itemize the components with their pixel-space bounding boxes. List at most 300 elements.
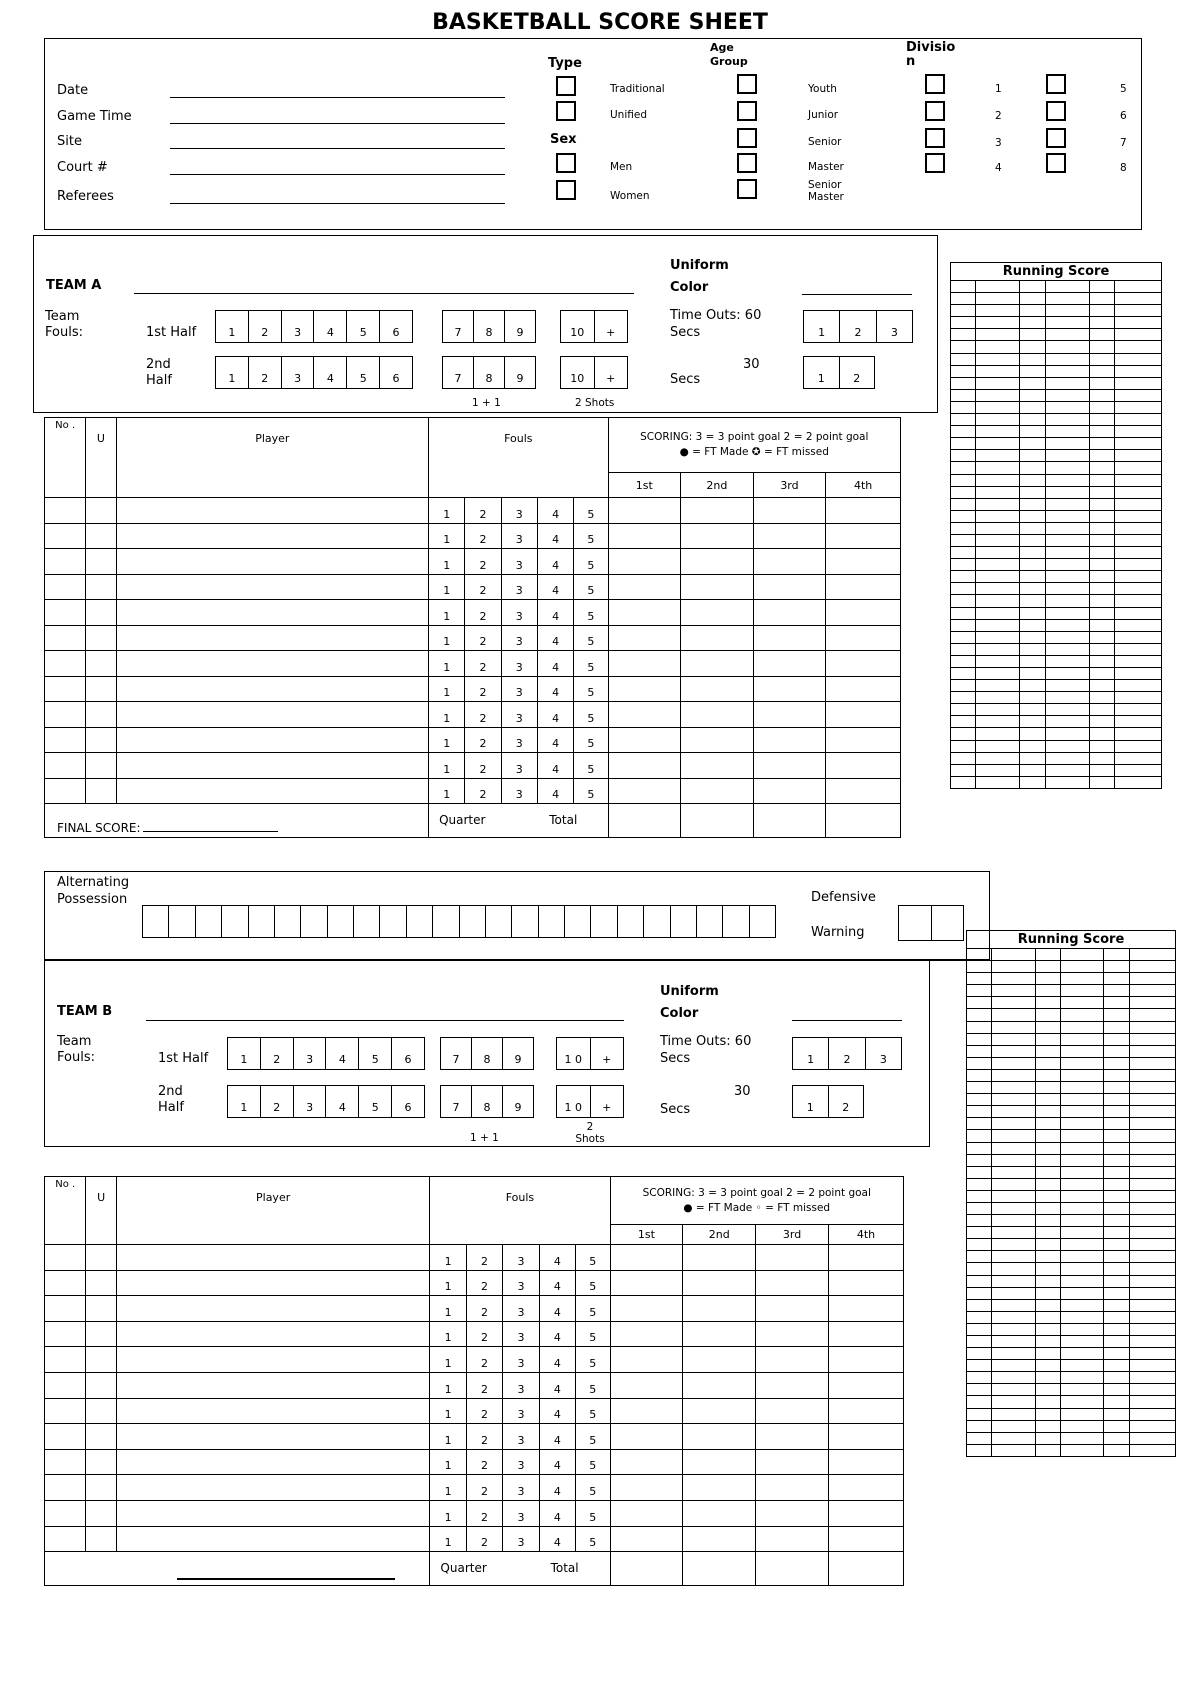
running-score-b-cell[interactable] xyxy=(992,973,1035,985)
possession-cell[interactable] xyxy=(433,906,459,937)
running-score-b-cell[interactable] xyxy=(992,1154,1035,1166)
running-score-b-cell[interactable] xyxy=(1129,1227,1175,1239)
team-a-quarter-score-cell[interactable] xyxy=(826,498,901,524)
running-score-b-cell[interactable] xyxy=(1060,1263,1103,1275)
running-score-b-cell[interactable] xyxy=(1060,1094,1103,1106)
running-score-b-cell[interactable] xyxy=(992,1336,1035,1348)
running-score-a-cell[interactable] xyxy=(1045,728,1089,740)
team-b-foul-cell[interactable]: 3 xyxy=(503,1424,539,1450)
team-b-first-half-fouls-10-plus-cell[interactable]: 1 0 xyxy=(557,1037,591,1069)
team-b-quarter-score-cell[interactable] xyxy=(683,1500,756,1526)
team-a-quarter-score-cell[interactable] xyxy=(608,574,681,600)
running-score-a-cell[interactable] xyxy=(1020,389,1045,401)
running-score-b-cell[interactable] xyxy=(1129,1311,1175,1323)
running-score-b-cell[interactable] xyxy=(1060,1057,1103,1069)
age-youth-checkbox[interactable] xyxy=(737,74,757,94)
running-score-a-cell[interactable] xyxy=(1020,450,1045,462)
running-score-a-cell[interactable] xyxy=(976,559,1020,571)
team-b-foul-cell[interactable]: 3 xyxy=(503,1449,539,1475)
team-b-uniform-cell[interactable] xyxy=(86,1245,116,1271)
running-score-a-cell[interactable] xyxy=(1115,692,1162,704)
type-unified-checkbox[interactable] xyxy=(556,101,576,121)
running-score-a-cell[interactable] xyxy=(976,462,1020,474)
running-score-a-cell[interactable] xyxy=(1020,764,1045,776)
team-a-quarter-total-cell[interactable] xyxy=(826,804,901,838)
running-score-b-cell[interactable] xyxy=(1129,1069,1175,1081)
team-b-first-half-fouls-7-9-cell[interactable]: 8 xyxy=(472,1037,503,1069)
running-score-b-cell[interactable] xyxy=(1129,1094,1175,1106)
running-score-b-cell[interactable] xyxy=(1129,1082,1175,1094)
team-b-foul-cell[interactable]: 3 xyxy=(503,1245,539,1271)
running-score-b-cell[interactable] xyxy=(967,1202,992,1214)
running-score-b-cell[interactable] xyxy=(1060,1190,1103,1202)
running-score-b-cell[interactable] xyxy=(967,997,992,1009)
team-b-player-number-cell[interactable] xyxy=(45,1449,86,1475)
running-score-a-cell[interactable] xyxy=(976,680,1020,692)
running-score-a-cell[interactable] xyxy=(1020,583,1045,595)
running-score-a-cell[interactable] xyxy=(1115,740,1162,752)
running-score-b-cell[interactable] xyxy=(1129,1360,1175,1372)
team-b-foul-cell[interactable]: 4 xyxy=(539,1526,575,1552)
team-b-foul-cell[interactable]: 2 xyxy=(466,1398,502,1424)
running-score-b-cell[interactable] xyxy=(1129,1106,1175,1118)
possession-cell[interactable] xyxy=(591,906,617,937)
running-score-a-cell[interactable] xyxy=(1045,414,1089,426)
team-b-uniform-cell[interactable] xyxy=(86,1424,116,1450)
team-a-final-score-line[interactable] xyxy=(143,821,278,832)
running-score-a-cell[interactable] xyxy=(976,281,1020,293)
team-b-quarter-score-cell[interactable] xyxy=(756,1372,829,1398)
running-score-b-cell[interactable] xyxy=(1104,1372,1129,1384)
running-score-a-cell[interactable] xyxy=(1045,704,1089,716)
team-b-second-half-fouls-1-6-cell[interactable]: 3 xyxy=(294,1085,327,1117)
running-score-b-cell[interactable] xyxy=(992,1372,1035,1384)
running-score-a-cell[interactable] xyxy=(951,643,976,655)
running-score-a-cell[interactable] xyxy=(951,752,976,764)
running-score-b-cell[interactable] xyxy=(992,1396,1035,1408)
running-score-b-cell[interactable] xyxy=(1035,1045,1060,1057)
team-a-uniform-line[interactable] xyxy=(802,294,912,295)
team-b-uniform-cell[interactable] xyxy=(86,1372,116,1398)
team-a-quarter-score-cell[interactable] xyxy=(681,651,754,677)
possession-cell[interactable] xyxy=(196,906,222,937)
running-score-a-cell[interactable] xyxy=(1089,377,1114,389)
running-score-a-cell[interactable] xyxy=(976,438,1020,450)
team-a-second-half-fouls-7-9-cell[interactable]: 8 xyxy=(474,356,505,388)
team-b-quarter-score-cell[interactable] xyxy=(828,1347,903,1373)
running-score-b-cell[interactable] xyxy=(1060,1082,1103,1094)
running-score-a-cell[interactable] xyxy=(976,692,1020,704)
running-score-b-cell[interactable] xyxy=(992,1408,1035,1420)
team-a-foul-cell[interactable]: 4 xyxy=(537,676,573,702)
team-a-foul-cell[interactable]: 5 xyxy=(574,753,608,779)
team-b-quarter-score-cell[interactable] xyxy=(828,1398,903,1424)
team-b-second-half-fouls-10-plus-cell[interactable]: 1 0 xyxy=(557,1085,591,1117)
running-score-a-cell[interactable] xyxy=(1115,668,1162,680)
running-score-b-cell[interactable] xyxy=(1104,1287,1129,1299)
running-score-b-cell[interactable] xyxy=(967,1118,992,1130)
running-score-a-cell[interactable] xyxy=(1020,740,1045,752)
running-score-b-cell[interactable] xyxy=(992,1142,1035,1154)
running-score-b-cell[interactable] xyxy=(967,1178,992,1190)
team-b-quarter-score-cell[interactable] xyxy=(610,1475,683,1501)
running-score-a-cell[interactable] xyxy=(1045,547,1089,559)
running-score-b-cell[interactable] xyxy=(1129,1166,1175,1178)
running-score-b-cell[interactable] xyxy=(1035,1396,1060,1408)
running-score-b-cell[interactable] xyxy=(992,1178,1035,1190)
team-b-foul-cell[interactable]: 4 xyxy=(539,1372,575,1398)
team-b-player-number-cell[interactable] xyxy=(45,1296,86,1322)
running-score-b-cell[interactable] xyxy=(992,1021,1035,1033)
running-score-b-cell[interactable] xyxy=(1060,1323,1103,1335)
team-b-second-half-fouls-10-plus[interactable] xyxy=(556,1085,624,1118)
field-date-line[interactable] xyxy=(170,97,505,98)
team-a-foul-cell[interactable]: 2 xyxy=(465,778,501,804)
running-score-a-cell[interactable] xyxy=(1020,377,1045,389)
division-2-checkbox[interactable] xyxy=(925,101,945,121)
running-score-a-cell[interactable] xyxy=(1045,534,1089,546)
team-b-foul-cell[interactable]: 3 xyxy=(503,1347,539,1373)
running-score-b-cell[interactable] xyxy=(992,985,1035,997)
running-score-b-cell[interactable] xyxy=(1035,1166,1060,1178)
team-a-quarter-score-cell[interactable] xyxy=(753,727,826,753)
running-score-b-cell[interactable] xyxy=(967,1239,992,1251)
running-score-b-cell[interactable] xyxy=(1035,1408,1060,1420)
running-score-b-cell[interactable] xyxy=(1060,1360,1103,1372)
running-score-a-cell[interactable] xyxy=(976,619,1020,631)
team-b-quarter-score-cell[interactable] xyxy=(828,1449,903,1475)
running-score-a-cell[interactable] xyxy=(1020,619,1045,631)
team-b-timeouts-60-cell[interactable]: 2 xyxy=(829,1037,865,1069)
running-score-a-cell[interactable] xyxy=(951,668,976,680)
team-a-foul-cell[interactable]: 2 xyxy=(465,702,501,728)
team-a-uniform-cell[interactable] xyxy=(86,498,116,524)
running-score-b-cell[interactable] xyxy=(1060,1106,1103,1118)
running-score-a-cell[interactable] xyxy=(976,752,1020,764)
running-score-b-cell[interactable] xyxy=(992,1360,1035,1372)
team-a-player-name-cell[interactable] xyxy=(116,651,429,677)
running-score-b-cell[interactable] xyxy=(1104,1215,1129,1227)
running-score-a-cell[interactable] xyxy=(976,474,1020,486)
defensive-warning-boxes[interactable] xyxy=(898,905,964,941)
running-score-a-cell[interactable] xyxy=(951,377,976,389)
team-b-quarter-score-cell[interactable] xyxy=(828,1296,903,1322)
team-a-quarter-score-cell[interactable] xyxy=(826,549,901,575)
running-score-b-cell[interactable] xyxy=(1129,1432,1175,1444)
running-score-b-cell[interactable] xyxy=(1060,1384,1103,1396)
running-score-a-cell[interactable] xyxy=(1045,571,1089,583)
running-score-a-cell[interactable] xyxy=(1045,462,1089,474)
running-score-b-cell[interactable] xyxy=(1035,1348,1060,1360)
running-score-a-cell[interactable] xyxy=(1045,498,1089,510)
running-score-b-cell[interactable] xyxy=(1104,1408,1129,1420)
team-a-second-half-fouls-1-6-cell[interactable]: 6 xyxy=(380,356,412,388)
team-b-uniform-cell[interactable] xyxy=(86,1270,116,1296)
possession-cell[interactable] xyxy=(539,906,565,937)
running-score-b-cell[interactable] xyxy=(1060,1142,1103,1154)
running-score-b-cell[interactable] xyxy=(967,1384,992,1396)
team-b-quarter-score-cell[interactable] xyxy=(828,1526,903,1552)
team-b-player-number-cell[interactable] xyxy=(45,1321,86,1347)
running-score-a-cell[interactable] xyxy=(976,510,1020,522)
running-score-b-cell[interactable] xyxy=(992,1166,1035,1178)
running-score-b-cell[interactable] xyxy=(1060,1336,1103,1348)
team-b-foul-cell[interactable]: 2 xyxy=(466,1321,502,1347)
running-score-a-cell[interactable] xyxy=(1045,764,1089,776)
running-score-b-cell[interactable] xyxy=(1060,1275,1103,1287)
running-score-b-cell[interactable] xyxy=(1104,1432,1129,1444)
running-score-a-cell[interactable] xyxy=(951,462,976,474)
running-score-b-cell[interactable] xyxy=(992,1311,1035,1323)
team-b-first-half-fouls-10-plus[interactable] xyxy=(556,1037,624,1070)
running-score-b-cell[interactable] xyxy=(967,1432,992,1444)
running-score-a-cell[interactable] xyxy=(951,776,976,788)
running-score-b-cell[interactable] xyxy=(1129,1263,1175,1275)
team-a-second-half-fouls-1-6[interactable] xyxy=(215,356,413,389)
team-a-uniform-cell[interactable] xyxy=(86,549,116,575)
running-score-b-cell[interactable] xyxy=(1035,1202,1060,1214)
team-b-quarter-score-cell[interactable] xyxy=(828,1321,903,1347)
team-a-player-number-cell[interactable] xyxy=(45,625,86,651)
running-score-a-cell[interactable] xyxy=(1115,377,1162,389)
possession-cell[interactable] xyxy=(143,906,169,937)
team-b-foul-cell[interactable]: 4 xyxy=(539,1500,575,1526)
running-score-a-cell[interactable] xyxy=(1089,559,1114,571)
team-a-quarter-score-cell[interactable] xyxy=(608,523,681,549)
running-score-b-cell[interactable] xyxy=(1035,1420,1060,1432)
running-score-a-cell[interactable] xyxy=(976,426,1020,438)
team-b-foul-cell[interactable]: 5 xyxy=(576,1245,610,1271)
team-a-foul-cell[interactable]: 5 xyxy=(574,727,608,753)
running-score-b-cell[interactable] xyxy=(1104,1033,1129,1045)
running-score-a-cell[interactable] xyxy=(1020,510,1045,522)
running-score-b-cell[interactable] xyxy=(1129,973,1175,985)
team-b-player-name-cell[interactable] xyxy=(116,1296,430,1322)
running-score-a-cell[interactable] xyxy=(1115,438,1162,450)
running-score-b-cell[interactable] xyxy=(1129,1202,1175,1214)
running-score-b-cell[interactable] xyxy=(967,961,992,973)
running-score-a-cell[interactable] xyxy=(1089,740,1114,752)
division-8-checkbox[interactable] xyxy=(1046,153,1066,173)
team-b-quarter-score-cell[interactable] xyxy=(610,1398,683,1424)
running-score-a-cell[interactable] xyxy=(1089,668,1114,680)
running-score-a-cell[interactable] xyxy=(976,401,1020,413)
running-score-b-cell[interactable] xyxy=(1104,1130,1129,1142)
team-a-foul-cell[interactable]: 2 xyxy=(465,753,501,779)
running-score-b-cell[interactable] xyxy=(1129,949,1175,961)
running-score-b-cell[interactable] xyxy=(1060,1396,1103,1408)
team-a-foul-cell[interactable]: 2 xyxy=(465,549,501,575)
team-a-foul-cell[interactable]: 3 xyxy=(501,549,537,575)
running-score-b-cell[interactable] xyxy=(1104,1420,1129,1432)
running-score-a-cell[interactable] xyxy=(951,389,976,401)
team-a-player-number-cell[interactable] xyxy=(45,498,86,524)
running-score-b-cell[interactable] xyxy=(992,1227,1035,1239)
running-score-a-cell[interactable] xyxy=(951,740,976,752)
team-b-quarter-score-cell[interactable] xyxy=(756,1398,829,1424)
running-score-a-cell[interactable] xyxy=(951,317,976,329)
team-a-quarter-score-cell[interactable] xyxy=(753,549,826,575)
team-a-foul-cell[interactable]: 4 xyxy=(537,702,573,728)
running-score-a-cell[interactable] xyxy=(951,728,976,740)
running-score-b-cell[interactable] xyxy=(992,1057,1035,1069)
team-a-second-half-fouls-7-9-cell[interactable]: 9 xyxy=(505,356,535,388)
running-score-a-cell[interactable] xyxy=(1089,438,1114,450)
team-b-player-name-cell[interactable] xyxy=(116,1347,430,1373)
team-b-quarter-score-cell[interactable] xyxy=(828,1424,903,1450)
running-score-b-cell[interactable] xyxy=(1129,1190,1175,1202)
team-b-quarter-score-cell[interactable] xyxy=(683,1424,756,1450)
running-score-b-cell[interactable] xyxy=(992,1384,1035,1396)
running-score-a-cell[interactable] xyxy=(951,619,976,631)
running-score-a-cell[interactable] xyxy=(1115,752,1162,764)
team-b-first-half-fouls-7-9[interactable] xyxy=(440,1037,534,1070)
team-b-quarter-score-cell[interactable] xyxy=(610,1449,683,1475)
team-b-foul-cell[interactable]: 2 xyxy=(466,1347,502,1373)
age-senior-master-checkbox[interactable] xyxy=(737,179,757,199)
team-a-timeouts-60-cell[interactable]: 1 xyxy=(804,310,840,342)
running-score-a-cell[interactable] xyxy=(951,607,976,619)
team-a-foul-cell[interactable]: 4 xyxy=(537,625,573,651)
running-score-a-cell[interactable] xyxy=(1045,716,1089,728)
running-score-b-cell[interactable] xyxy=(1104,1154,1129,1166)
team-b-foul-cell[interactable]: 1 xyxy=(430,1398,466,1424)
running-score-b-cell[interactable] xyxy=(1060,1299,1103,1311)
division-5-checkbox[interactable] xyxy=(1046,74,1066,94)
team-b-foul-cell[interactable]: 2 xyxy=(466,1372,502,1398)
team-a-quarter-score-cell[interactable] xyxy=(753,625,826,651)
running-score-b-cell[interactable] xyxy=(1129,1130,1175,1142)
running-score-a-cell[interactable] xyxy=(1115,462,1162,474)
running-score-a-cell[interactable] xyxy=(1045,510,1089,522)
running-score-a-cell[interactable] xyxy=(1020,365,1045,377)
running-score-a-cell[interactable] xyxy=(1089,643,1114,655)
running-score-b-cell[interactable] xyxy=(1104,1227,1129,1239)
team-a-quarter-score-cell[interactable] xyxy=(826,574,901,600)
team-a-quarter-score-cell[interactable] xyxy=(826,778,901,804)
running-score-a-cell[interactable] xyxy=(1045,643,1089,655)
running-score-a-cell[interactable] xyxy=(951,498,976,510)
team-b-foul-cell[interactable]: 1 xyxy=(430,1372,466,1398)
team-b-quarter-score-cell[interactable] xyxy=(683,1296,756,1322)
running-score-a-cell[interactable] xyxy=(951,571,976,583)
running-score-b-cell[interactable] xyxy=(1129,1021,1175,1033)
team-b-foul-cell[interactable]: 1 xyxy=(430,1424,466,1450)
running-score-b-cell[interactable] xyxy=(1129,1408,1175,1420)
team-b-player-number-cell[interactable] xyxy=(45,1500,86,1526)
running-score-a-cell[interactable] xyxy=(1115,704,1162,716)
running-score-a-cell[interactable] xyxy=(976,571,1020,583)
running-score-a-cell[interactable] xyxy=(976,522,1020,534)
team-b-uniform-cell[interactable] xyxy=(86,1526,116,1552)
team-b-foul-cell[interactable]: 4 xyxy=(539,1296,575,1322)
team-b-foul-cell[interactable]: 1 xyxy=(430,1526,466,1552)
team-a-player-name-cell[interactable] xyxy=(116,753,429,779)
team-a-player-number-cell[interactable] xyxy=(45,676,86,702)
running-score-a-cell[interactable] xyxy=(1089,426,1114,438)
running-score-b-cell[interactable] xyxy=(1104,1142,1129,1154)
running-score-b-cell[interactable] xyxy=(1035,973,1060,985)
possession-cell[interactable] xyxy=(222,906,248,937)
team-b-foul-cell[interactable]: 2 xyxy=(466,1449,502,1475)
possession-cell[interactable] xyxy=(169,906,195,937)
team-a-player-name-cell[interactable] xyxy=(116,778,429,804)
running-score-a-cell[interactable] xyxy=(1089,571,1114,583)
team-b-player-number-cell[interactable] xyxy=(45,1270,86,1296)
running-score-a-cell[interactable] xyxy=(1045,740,1089,752)
team-b-second-half-fouls-1-6-cell[interactable]: 4 xyxy=(326,1085,359,1117)
possession-cell[interactable] xyxy=(565,906,591,937)
team-b-foul-cell[interactable]: 3 xyxy=(503,1475,539,1501)
running-score-a-cell[interactable] xyxy=(1045,281,1089,293)
running-score-a-cell[interactable] xyxy=(1020,462,1045,474)
running-score-b-cell[interactable] xyxy=(1129,1444,1175,1456)
team-b-quarter-score-cell[interactable] xyxy=(683,1372,756,1398)
team-a-uniform-cell[interactable] xyxy=(86,600,116,626)
running-score-a-cell[interactable] xyxy=(1020,522,1045,534)
team-b-quarter-score-cell[interactable] xyxy=(610,1526,683,1552)
team-b-second-half-fouls-10-plus-cell[interactable]: + xyxy=(591,1085,624,1117)
possession-cell[interactable] xyxy=(354,906,380,937)
running-score-a-cell[interactable] xyxy=(1045,450,1089,462)
running-score-a-cell[interactable] xyxy=(1045,401,1089,413)
team-a-first-half-fouls-1-6[interactable] xyxy=(215,310,413,343)
running-score-b-cell[interactable] xyxy=(1060,1118,1103,1130)
running-score-b-cell[interactable] xyxy=(1060,1009,1103,1021)
team-a-player-name-cell[interactable] xyxy=(116,727,429,753)
running-score-b-cell[interactable] xyxy=(1129,1118,1175,1130)
running-score-a-cell[interactable] xyxy=(1020,414,1045,426)
team-b-foul-cell[interactable]: 4 xyxy=(539,1424,575,1450)
running-score-a-cell[interactable] xyxy=(1089,595,1114,607)
running-score-a-cell[interactable] xyxy=(1045,389,1089,401)
running-score-b-cell[interactable] xyxy=(1060,949,1103,961)
running-score-b-cell[interactable] xyxy=(1129,1396,1175,1408)
team-b-quarter-score-cell[interactable] xyxy=(828,1270,903,1296)
team-b-uniform-cell[interactable] xyxy=(86,1500,116,1526)
team-a-player-number-cell[interactable] xyxy=(45,549,86,575)
team-a-quarter-score-cell[interactable] xyxy=(826,651,901,677)
team-a-first-half-fouls-1-6-cell[interactable]: 5 xyxy=(347,310,380,342)
team-b-first-half-fouls-7-9-cell[interactable]: 9 xyxy=(503,1037,533,1069)
running-score-a-cell[interactable] xyxy=(1115,401,1162,413)
team-a-foul-cell[interactable]: 4 xyxy=(537,498,573,524)
team-b-quarter-score-cell[interactable] xyxy=(683,1245,756,1271)
running-score-b-cell[interactable] xyxy=(992,1130,1035,1142)
running-score-b-cell[interactable] xyxy=(1060,985,1103,997)
running-score-a-cell[interactable] xyxy=(1020,716,1045,728)
team-a-player-number-cell[interactable] xyxy=(45,651,86,677)
team-a-quarter-score-cell[interactable] xyxy=(826,702,901,728)
team-b-quarter-score-cell[interactable] xyxy=(683,1475,756,1501)
running-score-a-cell[interactable] xyxy=(1115,329,1162,341)
team-a-quarter-score-cell[interactable] xyxy=(753,574,826,600)
team-a-second-half-fouls-1-6-cell[interactable]: 4 xyxy=(314,356,347,388)
team-a-foul-cell[interactable]: 5 xyxy=(574,523,608,549)
running-score-a-cell[interactable] xyxy=(1020,498,1045,510)
running-score-a-cell[interactable] xyxy=(1089,462,1114,474)
team-a-foul-cell[interactable]: 5 xyxy=(574,549,608,575)
running-score-a-cell[interactable] xyxy=(1045,486,1089,498)
team-b-foul-cell[interactable]: 2 xyxy=(466,1424,502,1450)
running-score-a-cell[interactable] xyxy=(951,426,976,438)
running-score-b-cell[interactable] xyxy=(992,1348,1035,1360)
team-a-foul-cell[interactable]: 3 xyxy=(501,676,537,702)
running-score-a-cell[interactable] xyxy=(1115,619,1162,631)
running-score-b-cell[interactable] xyxy=(967,973,992,985)
team-b-quarter-score-cell[interactable] xyxy=(756,1475,829,1501)
sex-men-checkbox[interactable] xyxy=(556,153,576,173)
